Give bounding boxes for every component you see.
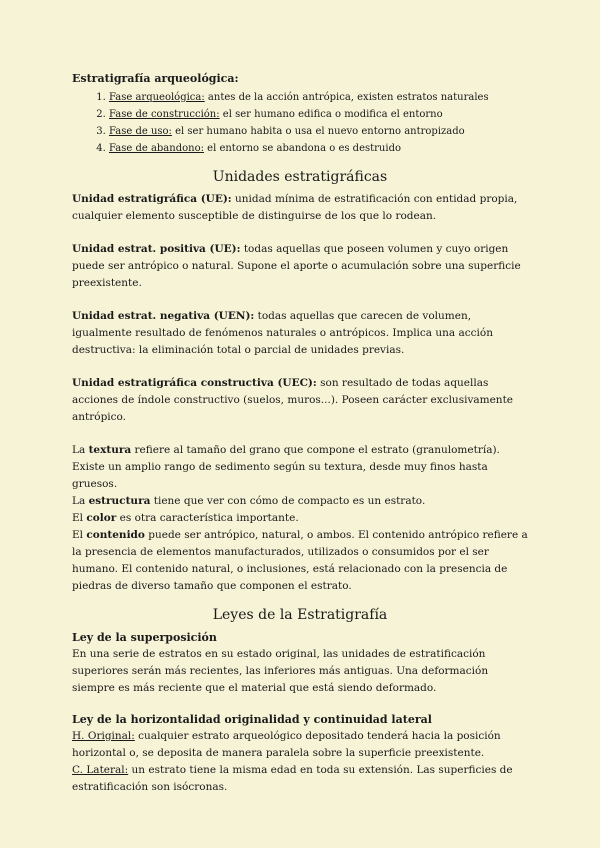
phase-text: el ser humano habita o usa el nuevo entorno antropizado xyxy=(171,126,465,137)
definition: un estrato tiene la misma edad en toda su extensión. Las superficies de estratificación son isócronas. xyxy=(72,764,513,793)
paragraph-h-original xyxy=(72,728,528,762)
phase-text: el entorno se abandona o es destruido xyxy=(203,143,401,154)
section-title-laws: Leyes de la Estratigrafía xyxy=(212,607,388,623)
paragraph-superposition: En una serie de estratos en su estado original, las unidades de estratificación superiores serán más recientes, las inferiores más antiguas. Una deformación siempre es más reciente que el material que está siendo deformado. xyxy=(72,648,489,694)
law-label: H. Original: xyxy=(72,730,135,742)
list-item xyxy=(109,106,528,123)
term: Unidad estratigráfica (UE): xyxy=(72,193,232,205)
phase-label: Fase de uso: xyxy=(109,126,172,137)
paragraph-estructura xyxy=(72,493,528,510)
law-label: C. Lateral: xyxy=(72,764,129,776)
term: Unidad estratigráfica constructiva (UEC): xyxy=(72,377,317,389)
paragraph-textura xyxy=(72,442,528,493)
text: El xyxy=(72,529,87,541)
intro-title: Estratigrafía arqueológica: xyxy=(72,72,239,85)
definition: tiene que ver con cómo de compacto es un estrato. xyxy=(150,495,426,507)
definition: unidad mínima de estratificación con entidad propia, cualquier elemento susceptible de distinguirse de los que lo rodean. xyxy=(72,193,518,222)
phase-label: Fase de construcción: xyxy=(109,109,220,120)
text: La xyxy=(72,444,89,456)
list-item xyxy=(109,123,528,140)
definition: cualquier estrato arqueológico depositado tenderá hacia la posición horizontal o, se deposita de manera paralela sobre la superficie preexistente. xyxy=(72,730,501,759)
text: La xyxy=(72,495,89,507)
definition: todas aquellas que poseen volumen y cuyo origen puede ser antrópico o natural. Supone el aporte o acumulación sobre una superficie preexistente. xyxy=(72,243,521,289)
paragraph-contenido xyxy=(72,527,528,595)
text: El xyxy=(72,512,87,524)
term: textura xyxy=(88,444,132,456)
definition: son resultado de todas aquellas acciones de índole constructivo (suelos, muros...). Poseen carácter exclusivamente antrópico. xyxy=(72,377,513,423)
term: contenido xyxy=(86,529,145,541)
phases-list xyxy=(72,89,528,157)
term: estructura xyxy=(88,495,151,507)
section-title-units: Unidades estratigráficas xyxy=(212,169,388,185)
definition: refiere al tamaño del grano que compone el estrato (granulometría). Existe un amplio rango de sedimento según su textura, desde muy finos hasta gruesos. xyxy=(72,444,500,490)
list-item xyxy=(109,140,528,157)
phase-text: antes de la acción antrópica, existen estratos naturales xyxy=(204,92,489,103)
paragraph-uec xyxy=(72,375,528,426)
phase-text: el ser humano edifica o modifica el entorno xyxy=(219,109,443,120)
definition: puede ser antrópico, natural, o ambos. El contenido antrópico refiere a la presencia de elementos manufacturados, utilizados o consumidos por el ser humano. El contenido natural, o inclusiones, está relacionado con la presencia de piedras de diverso tamaño que componen el estrato. xyxy=(72,529,528,592)
law-title-superposition: Ley de la superposición xyxy=(72,631,217,644)
term: Unidad estrat. negativa (UEN): xyxy=(72,310,255,322)
paragraph-uep xyxy=(72,241,528,292)
paragraph-ue xyxy=(72,191,528,225)
paragraph-color xyxy=(72,510,528,527)
phase-label: Fase de abandono: xyxy=(109,143,204,154)
list-item xyxy=(109,89,528,106)
definition: todas aquellas que carecen de volumen, igualmente resultado de fenómenos naturales o antrópicos. Implica una acción destructiva: la eliminación total o parcial de unidades previas. xyxy=(72,310,493,356)
phase-label: Fase arqueológica: xyxy=(109,92,205,103)
term: color xyxy=(86,512,117,524)
term: Unidad estrat. positiva (UE): xyxy=(72,243,241,255)
paragraph-c-lateral xyxy=(72,762,528,796)
law-title-horizontality: Ley de la horizontalidad originalidad y continuidad lateral xyxy=(72,713,432,726)
paragraph-uen xyxy=(72,308,528,359)
definition: es otra característica importante. xyxy=(116,512,299,524)
